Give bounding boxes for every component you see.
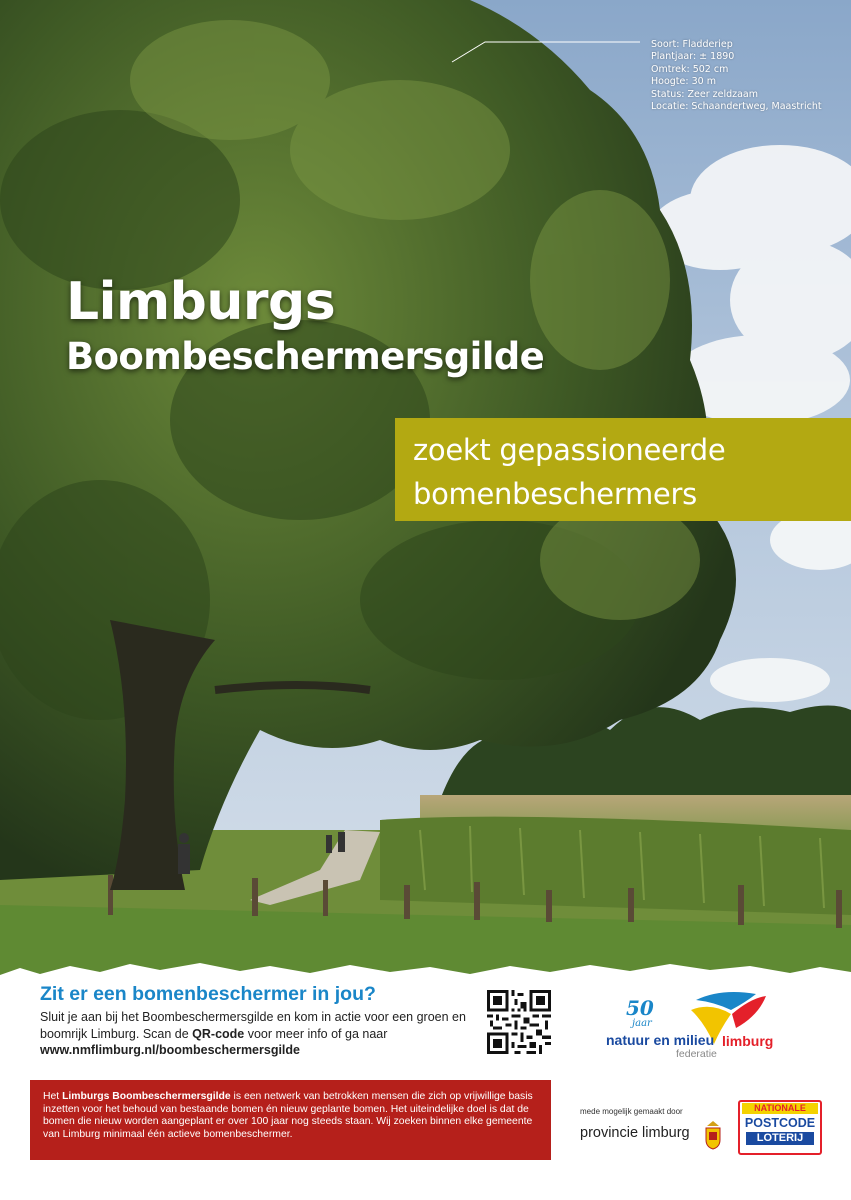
torn-paper-edge (0, 930, 851, 990)
logo-sub: federatie (676, 1048, 717, 1060)
title-line-1: Limburgs (66, 272, 336, 332)
cta-body: Sluit je aan bij het Boombeschermersgilde en kom in actie voor een groen en boomrijk Limburg. Scan de QR-code voor meer info of ga naar www.nmflimburg.nl/boombeschermersgilde (40, 1010, 466, 1057)
cta-url-link[interactable]: www.nmflimburg.nl/boombeschermersgilde (40, 1043, 300, 1057)
tree-circumference: Omtrek: 502 cm (651, 63, 729, 75)
tree-status: Status: Zeer zeldzaam (651, 88, 759, 100)
about-bold-name: Limburgs Boombeschermersgilde (62, 1091, 231, 1102)
logo-years-label: jaar (632, 1018, 652, 1029)
logo-name: natuur en milieu (606, 1032, 715, 1048)
qr-code-bold: QR-code (192, 1026, 245, 1041)
tree-height: Hoogte: 30 m (651, 76, 716, 88)
province-limburg-logo: provincie limburg (580, 1125, 690, 1141)
tree-info-block (651, 39, 822, 113)
poster-title (66, 270, 544, 380)
about-text: is een netwerk van betrokken mensen die zich op vrijwillige basis inzetten voor het behoud van bestaande bomen én nieuw geplante bomen. Het uiteindelijke doel is dat de bomen die nieuw worden aangeplant er over 100 jaar nog steeds staan. Wij zoeken binnen elke gemeente van Limburg minimaal één actieve bomenbeschermer. (43, 1091, 533, 1141)
logo-region: limburg (722, 1033, 774, 1049)
cta-heading: Zit er een bomenbeschermer in jou? (40, 983, 376, 1005)
tree-species: Soort: Fladderiep (651, 39, 733, 50)
tagline-box (395, 418, 851, 521)
tree-location: Locatie: Schaandertweg, Maastricht (651, 101, 822, 113)
tagline-line-2: bomenbeschermers (413, 477, 697, 511)
tree-planting-year: Plantjaar: ± 1890 (651, 51, 735, 63)
province-crest-icon (704, 1120, 722, 1150)
qr-code[interactable] (487, 990, 551, 1054)
nmf-limburg-logo (596, 988, 806, 1064)
tagline-line-1: zoekt gepassioneerde (413, 433, 726, 467)
title-line-2: Boombeschermersgilde (66, 335, 545, 378)
sponsor-label: mede mogelijk gemaakt door (580, 1107, 683, 1116)
about-box: Het Limburgs Boombeschermersgilde is een netwerk van betrokken mensen die zich op vrijwillige basis inzetten voor het behoud van bestaande bomen én nieuw geplante bomen. Het uiteindelijke doel is dat de bomen die nieuw worden aangeplant er over 100 jaar nog steeds staan. Wij zoeken binnen elke gemeente van Limburg minimaal één actieve bomenbeschermer. (30, 1080, 551, 1160)
postcode-loterij-logo: NATIONALE POSTCODE LOTERIJ (738, 1100, 822, 1155)
logo-years: 50 (626, 996, 654, 1020)
